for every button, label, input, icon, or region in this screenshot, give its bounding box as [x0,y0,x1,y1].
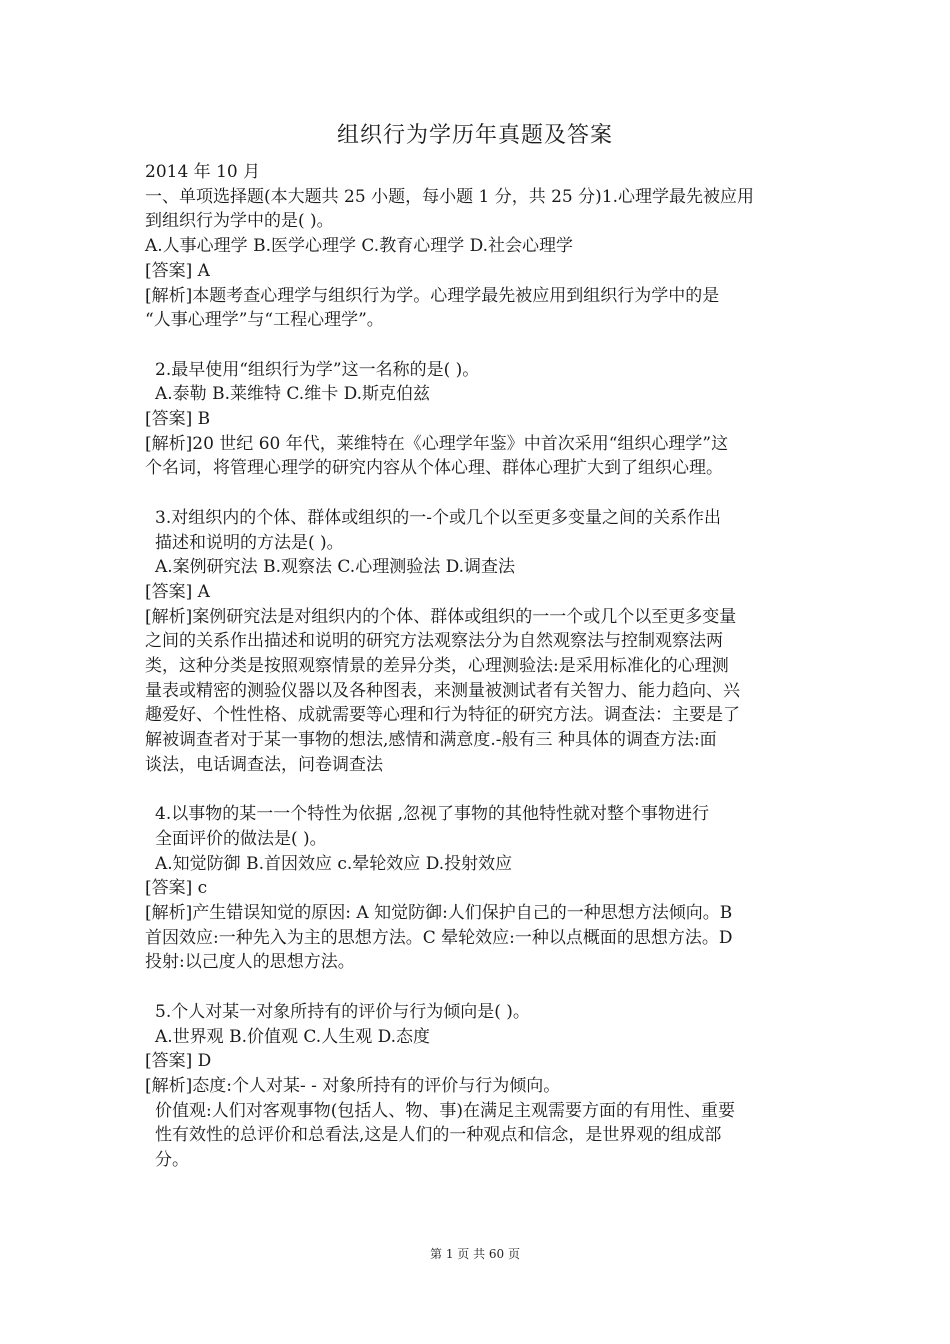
paragraph-gap [145,333,815,358]
question-1-answer: [答案] A [145,260,210,281]
question-3-options: A.案例研究法 B.观察法 C.心理测验法 D.调查法 [155,557,516,578]
question-1-analysis-cont: “人事心理学”与“工程心理学”。 [145,310,384,331]
paragraph-gap [145,975,815,1000]
question-4-text-cont: 全面评价的做法是( )。 [155,828,327,849]
question-2-options: A.泰勒 B.莱维特 C.维卡 D.斯克伯兹 [155,384,431,405]
question-5-answer: [答案] D [145,1051,212,1072]
question-3-analysis-cont: 量表或精密的测验仪器以及各种图表，来测量被测试者有关智力、能力趋向、兴 [145,680,740,701]
question-3-analysis-cont: 之间的关系作出描述和说明的研究方法观察法分为自然观察法与控制观察法两 [145,631,723,652]
question-4-text: 4.以事物的某一一个特性为依据 ,忽视了事物的其他特性就对整个事物进行 [155,804,710,825]
document-title: 组织行为学历年真题及答案 [336,123,613,148]
question-1-options: A.人事心理学 B.医学心理学 C.教育心理学 D.社会心理学 [145,236,574,257]
question-4-options: A.知觉防御 B.首因效应 c.晕轮效应 D.投射效应 [155,853,513,874]
question-5-analysis-cont: 分。 [155,1150,189,1171]
question-5-analysis: [解析]态度:个人对某- - 对象所持有的评价与行为倾向。 [145,1075,561,1096]
question-5-analysis-cont: 价值观:人们对客观事物(包括人、物、事)在满足主观需要方面的有用性、重要 [155,1100,735,1121]
paragraph-gap [145,481,815,506]
question-3-analysis-cont: 趣爱好、个性性格、成就需要等心理和行为特征的研究方法。调查法：主要是了 [145,705,740,726]
question-4-answer: [答案] c [145,878,208,899]
question-3-answer: [答案] A [145,581,210,602]
question-5-text: 5.个人对某一对象所持有的评价与行为倾向是( )。 [155,1001,530,1022]
question-3-analysis-cont: 类，这种分类是按照观察情景的差异分类，心理测验法:是采用标准化的心理测 [145,656,729,677]
question-3-text-cont: 描述和说明的方法是( )。 [155,532,344,553]
question-5-options: A.世界观 B.价值观 C.人生观 D.态度 [155,1026,431,1047]
question-3-analysis-cont: 谈法，电话调查法，问卷调查法 [145,754,383,775]
question-3-text: 3.对组织内的个体、群体或组织的一-个或几个以至更多变量之间的关系作出 [155,507,721,528]
document-body [145,160,815,1173]
question-2-analysis: [解析]20 世纪 60 年代，莱维特在《心理学年鉴》中首次采用“组织心理学”这 [145,433,729,454]
question-2-answer: [答案] B [145,409,211,430]
section-heading-q1: 一、单项选择题(本大题共 25 小题，每小题 1 分，共 25 分)1.心理学最先被应用 [145,186,754,207]
paragraph-gap [145,778,815,803]
page-number-footer: 第 1 页 共 60 页 [430,1247,520,1261]
question-2-analysis-cont: 个名词，将管理心理学的研究内容从个体心理、群体心理扩大到了组织心理。 [145,458,723,479]
question-2-text: 2.最早使用“组织行为学”这一名称的是( )。 [155,359,480,380]
question-4-analysis-cont: 投射:以己度人的思想方法。 [145,952,355,973]
date-line: 2014 年 10 月 [145,162,261,182]
question-4-analysis: [解析]产生错误知觉的原因: A 知觉防御:人们保护自己的一种思想方法倾向。B [145,903,733,924]
question-5-analysis-cont: 性有效性的总评价和总看法,这是人们的一种观点和信念，是世界观的组成部 [155,1125,722,1146]
question-4-analysis-cont: 首因效应:一种先入为主的思想方法。C 晕轮效应:一种以点概面的思想方法。D [145,927,733,948]
question-3-analysis-cont: 解被调查者对于某一事物的想法,感情和满意度.-般有三 种具体的调查方法:面 [145,730,717,751]
question-1-analysis: [解析]本题考查心理学与组织行为学。心理学最先被应用到组织行为学中的是 [145,285,720,306]
question-3-analysis: [解析]案例研究法是对组织内的个体、群体或组织的一一个或几个以至更多变量 [145,606,737,627]
question-1-text: 到组织行为学中的是( )。 [145,211,334,232]
